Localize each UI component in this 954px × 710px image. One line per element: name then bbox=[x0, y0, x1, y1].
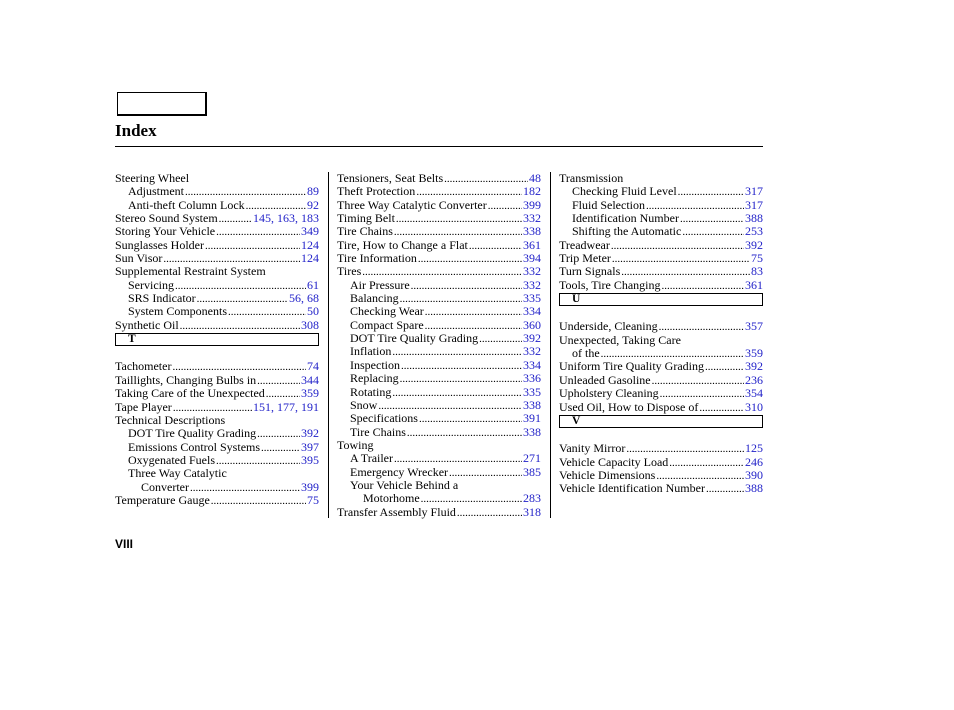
entry-label: Unexpected, Taking Care bbox=[559, 332, 681, 347]
index-subentry bbox=[115, 305, 319, 318]
entry-label: Rotating bbox=[350, 384, 392, 399]
index-subentry bbox=[559, 185, 763, 198]
index-subentry bbox=[115, 481, 319, 494]
entry-label: Oxygenated Fuels bbox=[128, 452, 215, 467]
page-reference-link[interactable]: 125 bbox=[745, 441, 763, 456]
entry-label: Tools, Tire Changing bbox=[559, 277, 661, 292]
page-reference-link[interactable]: 361 bbox=[745, 277, 763, 292]
dot-leader bbox=[652, 375, 744, 388]
index-column-3 bbox=[559, 172, 763, 496]
entry-label: Replacing bbox=[350, 371, 399, 386]
page-reference-link[interactable]: 388 bbox=[745, 481, 763, 496]
index-subentry bbox=[337, 332, 541, 345]
entry-label: Treadwear bbox=[559, 237, 610, 252]
index-entry bbox=[559, 239, 763, 252]
dot-leader bbox=[699, 402, 744, 415]
entry-label: Supplemental Restraint System bbox=[115, 264, 266, 279]
entry-label: Servicing bbox=[128, 277, 174, 292]
entry-label: Fluid Selection bbox=[572, 197, 645, 212]
page-reference-link[interactable]: 399 bbox=[523, 197, 541, 212]
page-title: Index bbox=[115, 121, 157, 140]
dot-leader bbox=[425, 306, 522, 319]
index-entry bbox=[559, 320, 763, 333]
page-reference-link[interactable]: 56, 68 bbox=[289, 291, 319, 306]
index-entry bbox=[115, 401, 319, 414]
page-reference-link[interactable]: 395 bbox=[301, 452, 319, 467]
index-subentry bbox=[115, 467, 319, 480]
index-subentry bbox=[337, 359, 541, 372]
dot-leader bbox=[469, 240, 522, 253]
dot-leader bbox=[706, 483, 744, 496]
entry-label: Stereo Sound System bbox=[115, 211, 218, 226]
entry-label: Balancing bbox=[350, 291, 399, 306]
entry-label: Tire Chains bbox=[337, 224, 393, 239]
index-entry bbox=[337, 225, 541, 238]
page-reference-link[interactable]: 336 bbox=[523, 371, 541, 386]
dot-leader bbox=[418, 253, 522, 266]
column-divider bbox=[550, 172, 551, 518]
page-reference-link[interactable]: 50 bbox=[307, 304, 319, 319]
index-entry bbox=[337, 265, 541, 278]
entry-label: Shifting the Automatic bbox=[572, 224, 682, 239]
entry-label: Tachometer bbox=[115, 359, 172, 374]
entry-label: Inflation bbox=[350, 344, 392, 359]
page-number: VIII bbox=[115, 537, 134, 551]
entry-label: Vehicle Capacity Load bbox=[559, 454, 669, 469]
index-subentry bbox=[337, 292, 541, 305]
section-spacer bbox=[559, 429, 763, 442]
dot-leader bbox=[407, 427, 522, 440]
index-entry bbox=[115, 252, 319, 265]
dot-leader bbox=[479, 333, 522, 346]
entry-label: Tires bbox=[337, 264, 362, 279]
index-entry bbox=[559, 401, 763, 414]
page-reference-link[interactable]: 338 bbox=[523, 224, 541, 239]
index-subentry bbox=[337, 399, 541, 412]
entry-label: Underside, Cleaning bbox=[559, 319, 658, 334]
page-reference-link[interactable]: 397 bbox=[301, 439, 319, 454]
entry-label: Checking Fluid Level bbox=[572, 184, 677, 199]
index-entry bbox=[337, 439, 541, 452]
dot-leader bbox=[682, 226, 744, 239]
page-reference-link[interactable]: 399 bbox=[301, 479, 319, 494]
index-subentry bbox=[337, 372, 541, 385]
dot-leader bbox=[219, 213, 252, 226]
dot-leader bbox=[662, 280, 744, 293]
page-reference-link[interactable]: 253 bbox=[745, 224, 763, 239]
index-subentry bbox=[115, 427, 319, 440]
page-reference-link[interactable]: 48 bbox=[529, 171, 541, 185]
entry-label: Emergency Wrecker bbox=[350, 464, 449, 479]
dot-leader bbox=[488, 200, 522, 213]
page-reference-link[interactable]: 338 bbox=[523, 424, 541, 439]
page-reference-link[interactable]: 310 bbox=[745, 399, 763, 414]
chapter-tab-box bbox=[117, 92, 207, 116]
page-reference-link[interactable]: 74 bbox=[307, 359, 319, 374]
entry-label: Vanity Mirror bbox=[559, 441, 626, 456]
index-subentry bbox=[337, 345, 541, 358]
index-entry bbox=[559, 265, 763, 278]
index-subentry bbox=[115, 441, 319, 454]
entry-label: DOT Tire Quality Grading bbox=[128, 426, 257, 441]
page-reference-link[interactable]: 236 bbox=[745, 372, 763, 387]
entry-label: Vehicle Dimensions bbox=[559, 467, 656, 482]
dot-leader bbox=[411, 280, 522, 293]
index-entry bbox=[115, 360, 319, 373]
index-subentry bbox=[337, 492, 541, 505]
index-subentry bbox=[337, 386, 541, 399]
index-entry bbox=[115, 239, 319, 252]
page-reference-link[interactable]: 335 bbox=[523, 291, 541, 306]
page-reference-link[interactable]: 151, 177, 191 bbox=[253, 399, 319, 414]
entry-label: Specifications bbox=[350, 411, 418, 426]
dot-leader bbox=[216, 455, 300, 468]
entry-label: DOT Tire Quality Grading bbox=[350, 331, 479, 346]
dot-leader bbox=[400, 373, 522, 386]
entry-label: SRS Indicator bbox=[128, 291, 196, 306]
entry-label: Checking Wear bbox=[350, 304, 424, 319]
dot-leader bbox=[612, 253, 750, 266]
page-reference-link[interactable]: 318 bbox=[523, 504, 541, 519]
index-entry bbox=[115, 374, 319, 387]
entry-label: Motorhome bbox=[363, 491, 420, 506]
section-spacer bbox=[115, 347, 319, 360]
dot-leader bbox=[449, 467, 522, 480]
entry-label: Taking Care of the Unexpected bbox=[115, 386, 265, 401]
index-subentry bbox=[559, 347, 763, 360]
entry-label: Compact Spare bbox=[350, 317, 424, 332]
index-subentry bbox=[337, 452, 541, 465]
index-subentry bbox=[337, 412, 541, 425]
page-reference-link[interactable]: 317 bbox=[745, 197, 763, 212]
dot-leader bbox=[257, 428, 300, 441]
section-letter-header: T bbox=[115, 333, 319, 346]
index-entry bbox=[559, 279, 763, 292]
dot-leader bbox=[457, 507, 522, 520]
index-entry bbox=[559, 374, 763, 387]
entry-label: Trip Meter bbox=[559, 251, 611, 266]
entry-label: Emissions Control Systems bbox=[128, 439, 261, 454]
page-reference-link[interactable]: 360 bbox=[523, 317, 541, 332]
entry-label: Uniform Tire Quality Grading bbox=[559, 359, 704, 374]
page-reference-link[interactable]: 392 bbox=[745, 359, 763, 374]
index-subentry bbox=[337, 305, 541, 318]
page-reference-link[interactable]: 361 bbox=[523, 237, 541, 252]
index-entry bbox=[115, 414, 319, 427]
index-entry bbox=[559, 252, 763, 265]
index-entry bbox=[115, 265, 319, 278]
page-reference-link[interactable]: 354 bbox=[745, 386, 763, 401]
entry-label: Temperature Gauge bbox=[115, 492, 210, 507]
dot-leader bbox=[401, 360, 522, 373]
index-subentry bbox=[115, 199, 319, 212]
page-reference-link[interactable]: 385 bbox=[523, 464, 541, 479]
index-entry bbox=[337, 185, 541, 198]
index-entry bbox=[559, 482, 763, 495]
index-entry bbox=[337, 199, 541, 212]
index-subentry bbox=[337, 426, 541, 439]
entry-label: Snow bbox=[350, 397, 378, 412]
entry-label: of the bbox=[572, 346, 600, 361]
page-reference-link[interactable]: 390 bbox=[745, 467, 763, 482]
index-entry bbox=[115, 494, 319, 507]
dot-leader bbox=[669, 457, 744, 470]
page-reference-link[interactable]: 335 bbox=[523, 384, 541, 399]
column-divider bbox=[328, 172, 329, 518]
page-reference-link[interactable]: 332 bbox=[523, 264, 541, 279]
dot-leader bbox=[228, 306, 306, 319]
entry-label: Three Way Catalytic Converter bbox=[337, 197, 487, 212]
page-reference-link[interactable]: 392 bbox=[523, 331, 541, 346]
index-entry bbox=[559, 442, 763, 455]
page-reference-link[interactable]: 394 bbox=[523, 251, 541, 266]
page-reference-link[interactable]: 75 bbox=[751, 251, 763, 266]
entry-label: Timing Belt bbox=[337, 211, 395, 226]
index-entry bbox=[337, 506, 541, 519]
page-reference-link[interactable]: 283 bbox=[523, 491, 541, 506]
page-reference-link[interactable]: 182 bbox=[523, 184, 541, 199]
entry-label: Tire, How to Change a Flat bbox=[337, 237, 468, 252]
entry-label: Unleaded Gasoline bbox=[559, 372, 651, 387]
page-reference-link[interactable]: 75 bbox=[307, 492, 319, 507]
dot-leader bbox=[205, 240, 300, 253]
dot-leader bbox=[392, 346, 522, 359]
entry-label: Three Way Catalytic bbox=[128, 466, 227, 481]
index-subentry bbox=[559, 212, 763, 225]
entry-label: Identification Number bbox=[572, 211, 679, 226]
page-reference-link[interactable]: 349 bbox=[301, 224, 319, 239]
page-reference-link[interactable]: 83 bbox=[751, 264, 763, 279]
page-reference-link[interactable]: 89 bbox=[307, 184, 319, 199]
page-reference-link[interactable]: 359 bbox=[745, 346, 763, 361]
index-entry bbox=[115, 172, 319, 185]
entry-label: Sunglasses Holder bbox=[115, 237, 204, 252]
title-divider bbox=[115, 146, 763, 147]
index-entry bbox=[559, 469, 763, 482]
index-entry bbox=[559, 387, 763, 400]
page-reference-link[interactable]: 332 bbox=[523, 344, 541, 359]
section-letter-header: U bbox=[559, 293, 763, 306]
index-subentry bbox=[337, 466, 541, 479]
index-entry bbox=[559, 360, 763, 373]
entry-label: Storing Your Vehicle bbox=[115, 224, 216, 239]
page-reference-link[interactable]: 392 bbox=[745, 237, 763, 252]
entry-label: Air Pressure bbox=[350, 277, 410, 292]
page-reference-link[interactable]: 334 bbox=[523, 304, 541, 319]
entry-label: Tensioners, Seat Belts bbox=[337, 171, 444, 185]
index-entry bbox=[559, 172, 763, 185]
index-entry bbox=[559, 456, 763, 469]
dot-leader bbox=[392, 387, 522, 400]
index-entry bbox=[337, 212, 541, 225]
page-reference-link[interactable]: 359 bbox=[301, 386, 319, 401]
page-reference-link[interactable]: 388 bbox=[745, 211, 763, 226]
section-spacer bbox=[559, 307, 763, 320]
page-reference-link[interactable]: 145, 163, 183 bbox=[253, 211, 319, 226]
dot-leader bbox=[216, 226, 300, 239]
page-reference-link[interactable]: 124 bbox=[301, 251, 319, 266]
dot-leader bbox=[705, 361, 744, 374]
entry-label: Towing bbox=[337, 437, 374, 452]
index-subentry bbox=[337, 279, 541, 292]
entry-label: Vehicle Identification Number bbox=[559, 481, 705, 496]
page-reference-link[interactable]: 344 bbox=[301, 372, 319, 387]
entry-label: Theft Protection bbox=[337, 184, 416, 199]
entry-label: Tire Chains bbox=[350, 424, 406, 439]
index-subentry bbox=[337, 479, 541, 492]
index-entry bbox=[337, 239, 541, 252]
dot-leader bbox=[180, 320, 300, 333]
entry-label: Transmission bbox=[559, 171, 624, 185]
page-reference-link[interactable]: 332 bbox=[523, 211, 541, 226]
index-entry bbox=[115, 387, 319, 400]
dot-leader bbox=[261, 442, 300, 455]
page-reference-link[interactable]: 92 bbox=[307, 197, 319, 212]
entry-label: Tire Information bbox=[337, 251, 417, 266]
index-subentry bbox=[559, 225, 763, 238]
entry-label: Technical Descriptions bbox=[115, 412, 226, 427]
index-subentry bbox=[115, 292, 319, 305]
dot-leader bbox=[678, 186, 744, 199]
page-reference-link[interactable]: 392 bbox=[301, 426, 319, 441]
page-reference-link[interactable]: 61 bbox=[307, 277, 319, 292]
page-reference-link[interactable]: 308 bbox=[301, 317, 319, 332]
entry-label: Anti-theft Column Lock bbox=[128, 197, 245, 212]
entry-label: A Trailer bbox=[350, 451, 394, 466]
dot-leader bbox=[680, 213, 744, 226]
entry-label: Synthetic Oil bbox=[115, 317, 179, 332]
entry-label: Inspection bbox=[350, 357, 400, 372]
index-subentry bbox=[115, 454, 319, 467]
dot-leader bbox=[211, 495, 306, 508]
dot-leader bbox=[396, 213, 522, 226]
index-column-1 bbox=[115, 172, 319, 507]
page-reference-link[interactable]: 334 bbox=[523, 357, 541, 372]
page-reference-link[interactable]: 271 bbox=[523, 451, 541, 466]
page-reference-link[interactable]: 246 bbox=[745, 454, 763, 469]
entry-label: Sun Visor bbox=[115, 251, 163, 266]
index-subentry bbox=[337, 319, 541, 332]
index-subentry bbox=[115, 185, 319, 198]
index-entry bbox=[337, 252, 541, 265]
entry-label: Converter bbox=[141, 479, 189, 494]
page-reference-link[interactable]: 124 bbox=[301, 237, 319, 252]
entry-label: Your Vehicle Behind a bbox=[350, 477, 459, 492]
section-letter-header: V bbox=[559, 415, 763, 428]
entry-label: Used Oil, How to Dispose of bbox=[559, 399, 699, 414]
entry-label: Upholstery Cleaning bbox=[559, 386, 659, 401]
index-subentry bbox=[115, 279, 319, 292]
entry-label: System Components bbox=[128, 304, 228, 319]
entry-label: Steering Wheel bbox=[115, 171, 190, 185]
index-entry bbox=[559, 334, 763, 347]
page-reference-link[interactable]: 317 bbox=[745, 184, 763, 199]
index-entry bbox=[337, 172, 541, 185]
page-reference-link[interactable]: 391 bbox=[523, 411, 541, 426]
entry-label: Turn Signals bbox=[559, 264, 621, 279]
entry-label: Adjustment bbox=[128, 184, 184, 199]
dot-leader bbox=[611, 240, 744, 253]
dot-leader bbox=[444, 173, 528, 186]
index-entry bbox=[115, 319, 319, 332]
index-subentry bbox=[559, 199, 763, 212]
index-entry bbox=[115, 212, 319, 225]
index-entry bbox=[115, 225, 319, 238]
page-reference-link[interactable]: 338 bbox=[523, 397, 541, 412]
entry-label: Transfer Assembly Fluid bbox=[337, 504, 456, 519]
entry-label: Tape Player bbox=[115, 399, 172, 414]
index-column-2 bbox=[337, 172, 541, 519]
page-reference-link[interactable]: 357 bbox=[745, 319, 763, 334]
entry-label: Taillights, Changing Bulbs in bbox=[115, 372, 257, 387]
page-reference-link[interactable]: 332 bbox=[523, 277, 541, 292]
dot-leader bbox=[419, 413, 522, 426]
